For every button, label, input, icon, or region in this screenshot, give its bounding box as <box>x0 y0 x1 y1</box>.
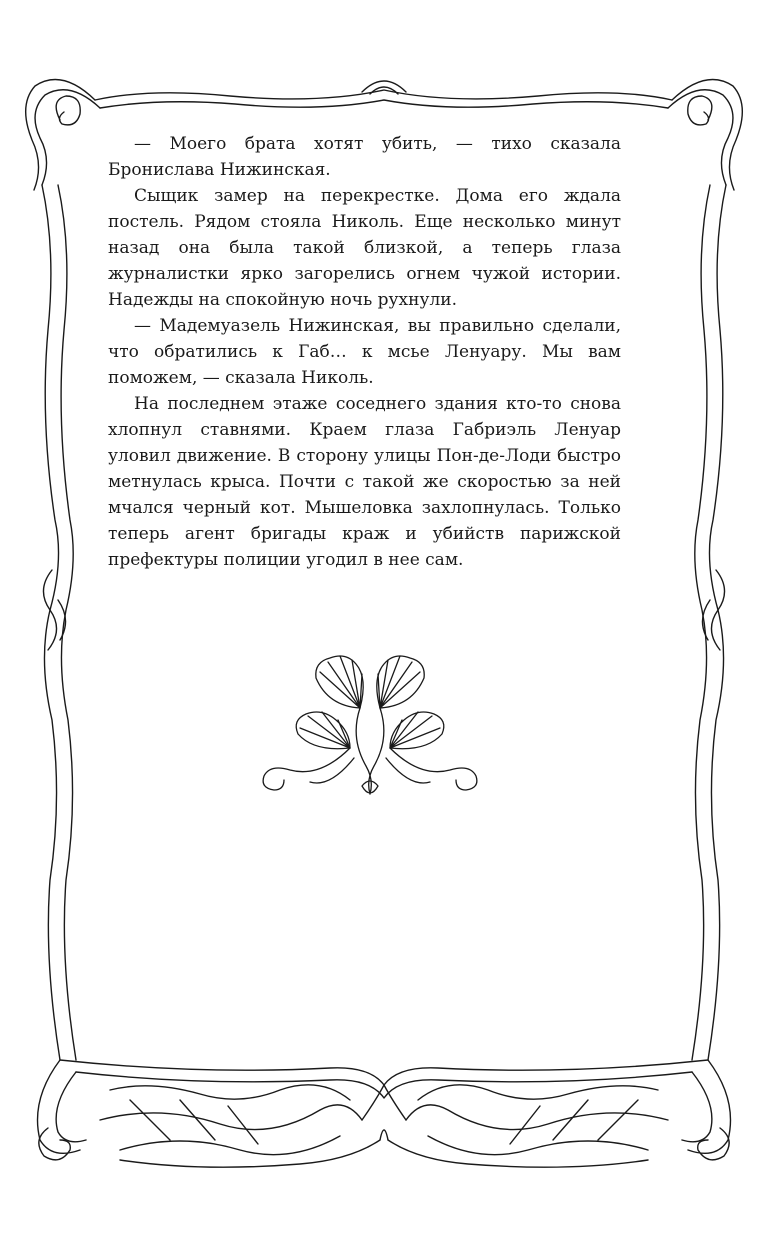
story-text <box>108 131 621 573</box>
shell-fan-ornament <box>250 648 490 808</box>
paragraph: — Моего брата хотят убить, — тихо сказала Бронислава Нижинская. <box>108 134 621 180</box>
paragraph: Сыщик замер на перекрестке. Дома его ждала постель. Рядом стояла Николь. Еще несколько минут назад она была такой близкой, а теперь глаза журналистки ярко загорелись огнем чужой истории. Надежды на спокойную ночь рухнули. <box>108 186 621 310</box>
paragraph: На последнем этаже соседнего здания кто-то снова хлопнул ставнями. Краем глаза Габриэль Ленуар уловил движение. В сторону улицы Пон-де-Лоди быстро метнулась крыса. Почти с такой же скоростью за ней мчался черный кот. Мышеловка захлопнулась. Только теперь агент бригады краж и убийств парижской префектуры полиции угодил в нее сам. <box>108 394 621 570</box>
paragraph: — Мадемуазель Нижинская, вы правильно сделали, что обратились к Габ… к мсье Ленуару. Мы вам поможем, — сказала Николь. <box>108 316 621 388</box>
